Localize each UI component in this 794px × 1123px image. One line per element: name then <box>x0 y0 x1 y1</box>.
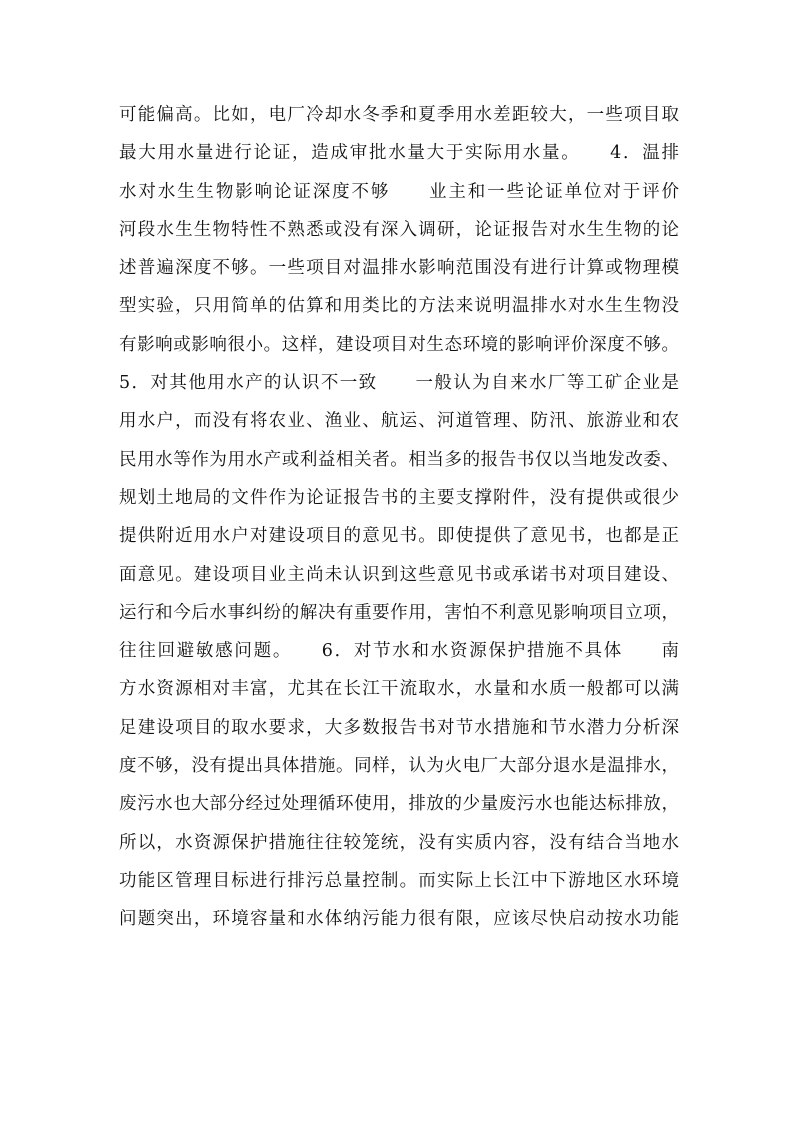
text-line: 足建设项目的取水要求，大多数报告书对节水措施和节水潜力分析深 <box>119 717 679 738</box>
text-line: 面意见。建设项目业主尚未认识到这些意见书或承诺书对项目建设、 <box>119 564 679 585</box>
text-line: 废污水也大部分经过处理循环使用，排放的少量废污水也能达标排放， <box>119 794 679 815</box>
text-line: 河段水生生物特性不熟悉或没有深入调研，论证报告对水生生物的论 <box>119 219 679 240</box>
text-line: 运行和今后水事纠纷的解决有重要作用，害怕不利意见影响项目立项， <box>119 602 679 623</box>
text-line: 度不够，没有提出具体措施。同样，认为火电厂大部分退水是温排水， <box>119 756 679 777</box>
text-line: 型实验，只用简单的估算和用类比的方法来说明温排水对水生生物没 <box>119 296 679 317</box>
body-text <box>119 96 679 939</box>
text-line: 民用水等作为用水产或利益相关者。相当多的报告书仅以当地发改委、 <box>119 449 679 470</box>
text-line: 规划土地局的文件作为论证报告书的主要支撑附件，没有提供或很少 <box>119 487 679 508</box>
text-line: 提供附近用水户对建设项目的意见书。即使提供了意见书，也都是正 <box>119 526 679 547</box>
text-line: 述普遍深度不够。一些项目对温排水影响范围没有进行计算或物理模 <box>119 258 679 279</box>
text-line: 功能区管理目标进行排污总量控制。而实际上长江中下游地区水环境 <box>119 870 679 891</box>
text-line: 用水户，而没有将农业、渔业、航运、河道管理、防汛、旅游业和农 <box>119 411 679 432</box>
text-line: 水对水生生物影响论证深度不够 业主和一些论证单位对于评价 <box>119 181 679 202</box>
text-line: 往往回避敏感问题。 6．对节水和水资源保护措施不具体 南 <box>119 641 679 662</box>
text-line: 方水资源相对丰富，尤其在长江干流取水，水量和水质一般都可以满 <box>119 679 679 700</box>
text-line: 所以，水资源保护措施往往较笼统，没有实质内容，没有结合当地水 <box>119 832 679 853</box>
text-line: 最大用水量进行论证，造成审批水量大于实际用水量。 4．温排 <box>119 143 679 164</box>
text-line: 问题突出，环境容量和水体纳污能力很有限，应该尽快启动按水功能 <box>119 909 679 930</box>
text-line: 可能偏高。比如，电厂冷却水冬季和夏季用水差距较大，一些项目取 <box>119 105 679 125</box>
text-line: 有影响或影响很小。这样，建设项目对生态环境的影响评价深度不够。 <box>119 334 679 355</box>
text-line: 5．对其他用水产的认识不一致 一般认为自来水厂等工矿企业是 <box>119 373 679 394</box>
